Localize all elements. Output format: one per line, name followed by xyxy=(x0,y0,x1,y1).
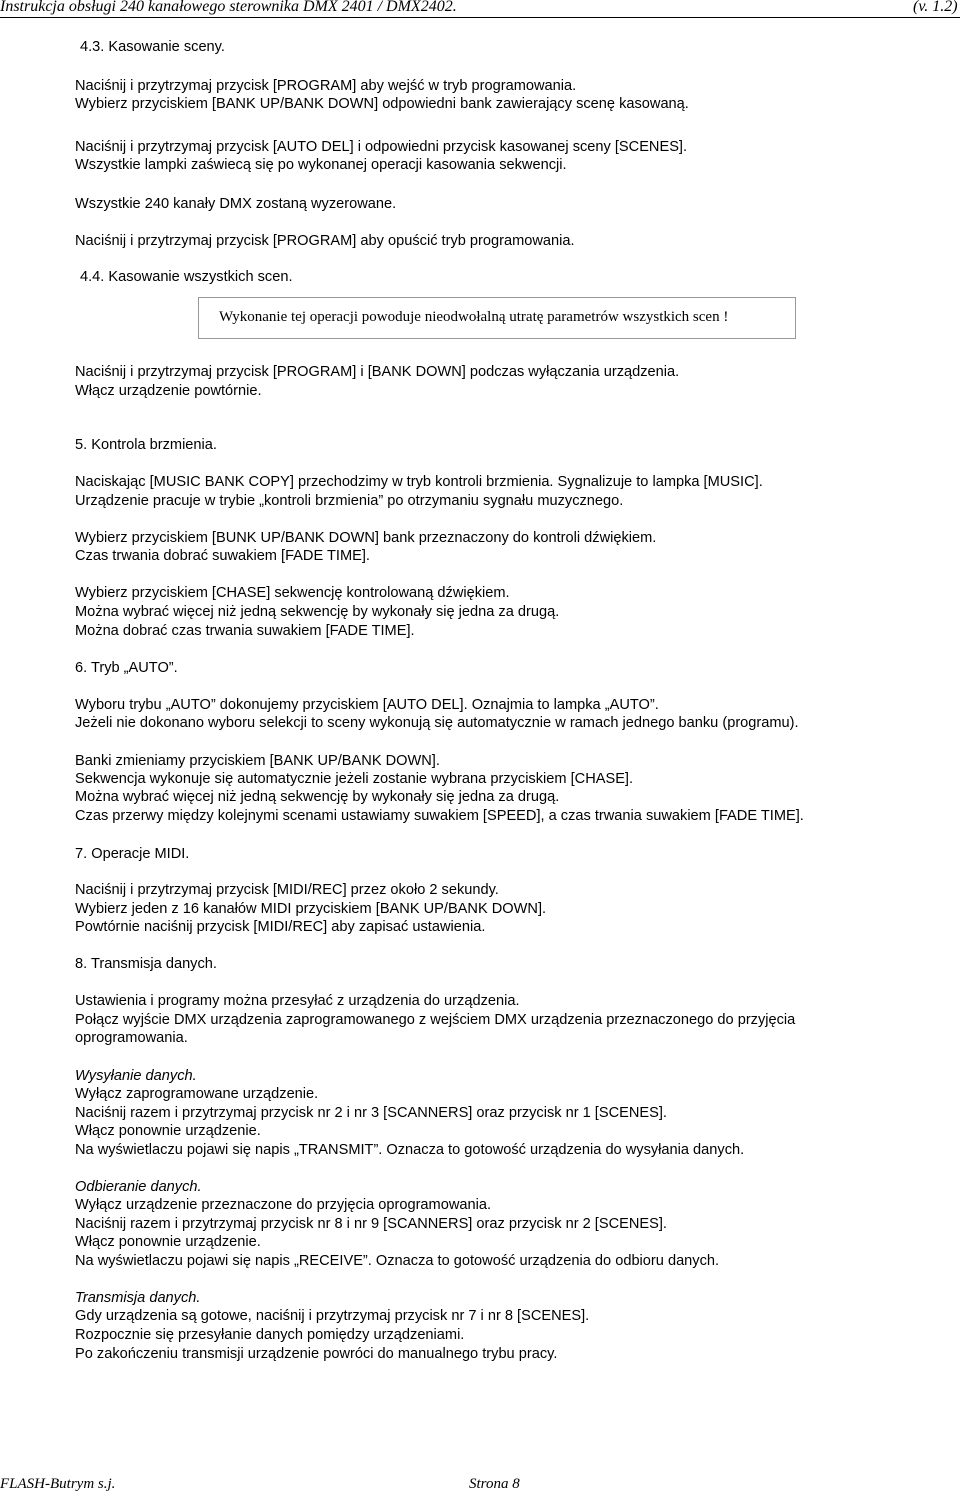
paragraph-line: Włącz ponownie urządzenie. xyxy=(75,1234,261,1250)
paragraph-line: Czas przerwy między kolejnymi scenami ustawiamy suwakiem [SPEED], a czas trwania suwakiem [FADE TIME]. xyxy=(75,808,804,824)
paragraph-line: Ustawienia i programy można przesyłać z urządzenia do urządzenia. xyxy=(75,993,520,1009)
subsection-heading-receiving: Odbieranie danych. xyxy=(75,1179,202,1195)
paragraph-line: Jeżeli nie dokonano wyboru selekcji to sceny wykonują się automatycznie w ramach jednego banku (programu). xyxy=(75,715,799,731)
paragraph-line: Wybierz przyciskiem [BUNK UP/BANK DOWN] bank przeznaczony do kontroli dźwiękiem. xyxy=(75,530,657,546)
paragraph-line: Naciśnij razem i przytrzymaj przycisk nr 8 i nr 9 [SCANNERS] oraz przycisk nr 2 [SCENES]. xyxy=(75,1216,667,1232)
paragraph-line: Czas trwania dobrać suwakiem [FADE TIME]. xyxy=(75,548,370,564)
document-header-title: Instrukcja obsługi 240 kanałowego sterownika DMX 2401 / DMX2402. xyxy=(0,0,457,15)
paragraph-line: Wybierz przyciskiem [CHASE] sekwencję kontrolowaną dźwiękiem. xyxy=(75,585,510,601)
paragraph-line: Rozpocznie się przesyłanie danych pomiędzy urządzeniami. xyxy=(75,1327,465,1343)
document-version: (v. 1.2) xyxy=(913,0,958,15)
section-6-heading: 6. Tryb „AUTO”. xyxy=(75,660,178,676)
footer-company: FLASH-Butrym s.j. xyxy=(0,1476,116,1492)
paragraph-line: Można dobrać czas trwania suwakiem [FADE TIME]. xyxy=(75,623,415,639)
section-4-3-heading: 4.3. Kasowanie sceny. xyxy=(80,39,225,55)
paragraph-line: Wybierz przyciskiem [BANK UP/BANK DOWN] odpowiedni bank zawierający scenę kasowaną. xyxy=(75,96,689,112)
warning-box xyxy=(198,297,796,339)
paragraph-line: Urządzenie pracuje w trybie „kontroli brzmienia” po otrzymaniu sygnału muzycznego. xyxy=(75,493,624,509)
paragraph-line: Po zakończeniu transmisji urządzenie powróci do manualnego trybu pracy. xyxy=(75,1346,558,1362)
paragraph-line: Naciśnij i przytrzymaj przycisk [PROGRAM] aby wejść w tryb programowania. xyxy=(75,78,577,94)
paragraph-line: Naciśnij i przytrzymaj przycisk [PROGRAM] aby opuścić tryb programowania. xyxy=(75,233,575,249)
paragraph-line: Wszystkie 240 kanały DMX zostaną wyzerowane. xyxy=(75,196,397,212)
paragraph-line: Wyłącz urządzenie przeznaczone do przyjęcia oprogramowania. xyxy=(75,1197,492,1213)
paragraph-line: Włącz ponownie urządzenie. xyxy=(75,1123,261,1139)
paragraph-line: Naciskając [MUSIC BANK COPY] przechodzimy w tryb kontroli brzmienia. Sygnalizuje to lampka [MUSIC]. xyxy=(75,474,763,490)
paragraph-line: Wszystkie lampki zaświecą się po wykonanej operacji kasowania sekwencji. xyxy=(75,157,567,173)
paragraph-line: Sekwencja wykonuje się automatycznie jeżeli zostanie wybrana przyciskiem [CHASE]. xyxy=(75,771,634,787)
paragraph-line: Naciśnij i przytrzymaj przycisk [MIDI/REC] przez około 2 sekundy. xyxy=(75,882,499,898)
paragraph-line: Połącz wyjście DMX urządzenia zaprogramowanego z wejściem DMX urządzenia przeznaczonego do przyjęcia xyxy=(75,1012,796,1028)
paragraph-line: oprogramowania. xyxy=(75,1030,188,1046)
paragraph-line: Banki zmieniamy przyciskiem [BANK UP/BANK DOWN]. xyxy=(75,753,440,769)
paragraph-line: Wyboru trybu „AUTO” dokonujemy przyciskiem [AUTO DEL]. Oznajmia to lampka „AUTO”. xyxy=(75,697,659,713)
paragraph-line: Można wybrać więcej niż jedną sekwencję by wykonały się jedna za drugą. xyxy=(75,604,560,620)
paragraph-line: Na wyświetlaczu pojawi się napis „TRANSMIT”. Oznacza to gotowość urządzenia do wysyłania danych. xyxy=(75,1142,745,1158)
paragraph-line: Włącz urządzenie powtórnie. xyxy=(75,383,262,399)
section-5-heading: 5. Kontrola brzmienia. xyxy=(75,437,217,453)
section-8-heading: 8. Transmisja danych. xyxy=(75,956,217,972)
section-7-heading: 7. Operacje MIDI. xyxy=(75,846,190,862)
subsection-heading-sending: Wysyłanie danych. xyxy=(75,1068,197,1084)
paragraph-line: Powtórnie naciśnij przycisk [MIDI/REC] aby zapisać ustawienia. xyxy=(75,919,486,935)
paragraph-line: Naciśnij razem i przytrzymaj przycisk nr 2 i nr 3 [SCANNERS] oraz przycisk nr 1 [SCENES]. xyxy=(75,1105,667,1121)
paragraph-line: Na wyświetlaczu pojawi się napis „RECEIVE”. Oznacza to gotowość urządzenia do odbioru danych. xyxy=(75,1253,720,1269)
paragraph-line: Wyłącz zaprogramowane urządzenie. xyxy=(75,1086,319,1102)
paragraph-line: Wybierz jeden z 16 kanałów MIDI przyciskiem [BANK UP/BANK DOWN]. xyxy=(75,901,547,917)
paragraph-line: Gdy urządzenia są gotowe, naciśnij i przytrzymaj przycisk nr 7 i nr 8 [SCENES]. xyxy=(75,1308,590,1324)
warning-text: Wykonanie tej operacji powoduje nieodwołalną utratę parametrów wszystkich scen ! xyxy=(219,309,729,325)
paragraph-line: Naciśnij i przytrzymaj przycisk [PROGRAM] i [BANK DOWN] podczas wyłączania urządzenia. xyxy=(75,364,680,380)
section-4-4-heading: 4.4. Kasowanie wszystkich scen. xyxy=(80,269,293,285)
paragraph-line: Naciśnij i przytrzymaj przycisk [AUTO DEL] i odpowiedni przycisk kasowanej sceny [SCENES]. xyxy=(75,139,688,155)
footer-page-number: Strona 8 xyxy=(469,1476,520,1492)
header-divider xyxy=(0,17,960,18)
paragraph-line: Można wybrać więcej niż jedną sekwencję by wykonały się jedna za drugą. xyxy=(75,789,560,805)
subsection-heading-transmission: Transmisja danych. xyxy=(75,1290,201,1306)
